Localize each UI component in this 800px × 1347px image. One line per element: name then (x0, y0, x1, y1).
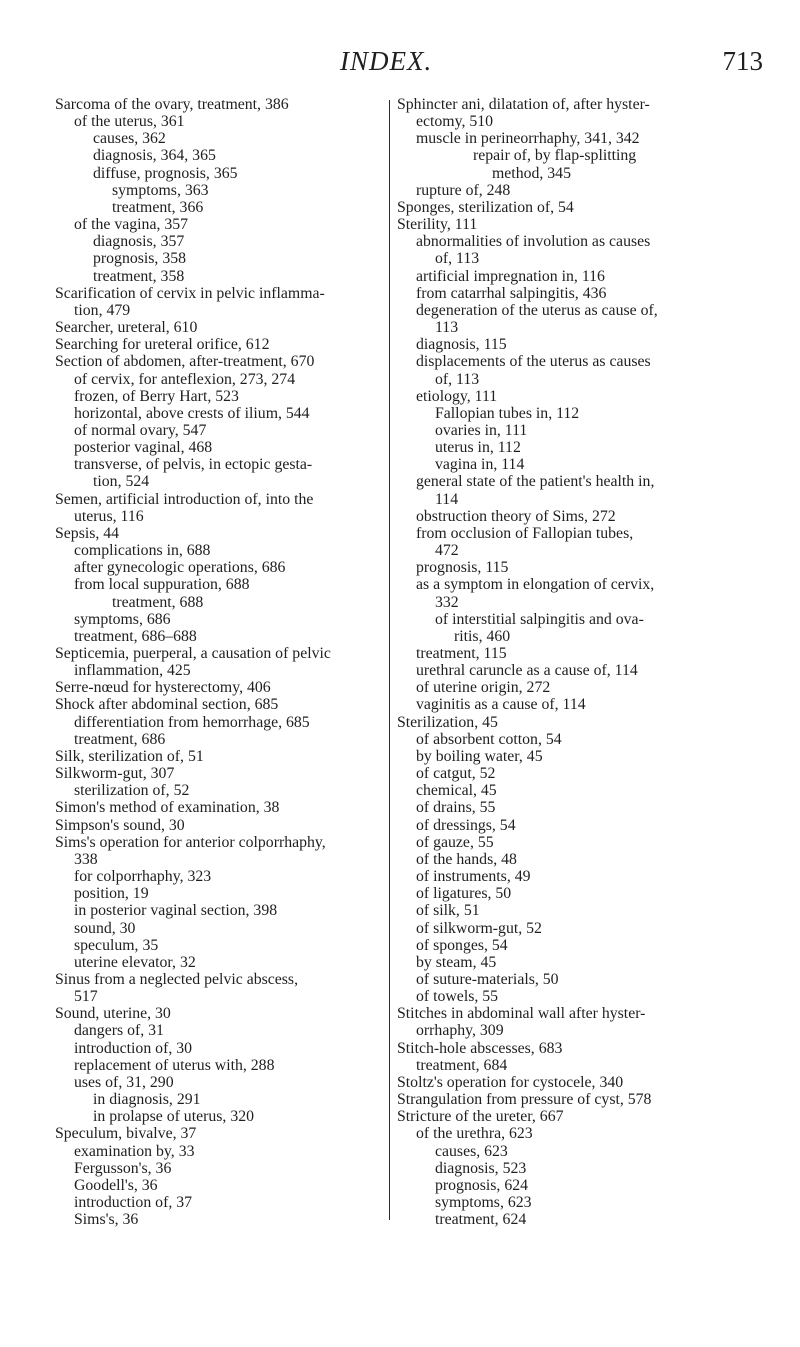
index-entry: Sphincter ani, dilatation of, after hyster- (397, 96, 650, 113)
index-subentry: from catarrhal salpingitis, 436 (416, 284, 607, 302)
index-subentry: general state of the patient's health in, (416, 473, 655, 491)
index-subentry: 332 (435, 593, 459, 611)
index-subentry: complications in, 688 (74, 542, 211, 560)
index-subentry: Fallopian tubes in, 112 (435, 404, 580, 422)
index-subentry: of the uterus, 361 (74, 113, 185, 131)
index-entry: Sepsis, 44 (55, 524, 120, 542)
index-entry: Section of abdomen, after-treatment, 670 (55, 353, 315, 371)
index-subentry: prognosis, 358 (93, 250, 187, 268)
index-subentry: prognosis, 624 (435, 1176, 529, 1194)
index-subentry: of instruments, 49 (416, 868, 531, 886)
index-subentry: differentiation from hemorrhage, 685 (74, 713, 310, 731)
index-subentry: urethral caruncle as a cause of, 114 (416, 662, 638, 680)
index-subentry: treatment, 686–688 (74, 627, 197, 645)
index-subentry: causes, 623 (435, 1142, 508, 1160)
index-entry: Speculum, bivalve, 37 (55, 1125, 197, 1143)
index-entry: Silk, sterilization of, 51 (55, 747, 204, 765)
index-subentry: of absorbent cotton, 54 (416, 730, 562, 748)
index-entry: Stitches in abdominal wall after hyster- (397, 1005, 646, 1023)
index-entry: Sterilization, 45 (397, 713, 498, 731)
index-entry: Sponges, sterilization of, 54 (397, 198, 574, 216)
index-entry: Sinus from a neglected pelvic abscess, (55, 970, 299, 988)
index-subentry: of the hands, 48 (416, 850, 517, 868)
index-subentry: Goodell's, 36 (74, 1176, 158, 1194)
page-number: 713 (722, 46, 763, 76)
index-entry: Sims's operation for anterior colporrhaphy, (55, 833, 326, 851)
index-subentry: after gynecologic operations, 686 (74, 559, 286, 577)
index-subentry: treatment, 688 (112, 593, 204, 611)
index-subentry: method, 345 (492, 164, 571, 182)
index-subentry: of, 113 (435, 370, 480, 388)
index-subentry: artificial impregnation in, 116 (416, 267, 605, 285)
page-header (0, 46, 800, 86)
index-subentry: treatment, 624 (435, 1211, 527, 1229)
index-subentry: introduction of, 30 (74, 1039, 193, 1057)
index-subentry: etiology, 111 (416, 387, 498, 405)
index-subentry: causes, 362 (93, 130, 166, 148)
index-subentry: for colporrhaphy, 323 (74, 868, 212, 886)
index-entry: Sarcoma of the ovary, treatment, 386 (55, 96, 289, 113)
index-subentry: of dressings, 54 (416, 816, 516, 834)
index-entry: Searching for ureteral orifice, 612 (55, 336, 270, 354)
index-entry: Shock after abdominal section, 685 (55, 696, 279, 714)
index-entry: Strangulation from pressure of cyst, 578 (397, 1091, 652, 1109)
index-subentry: sound, 30 (74, 919, 136, 937)
index-subentry: in posterior vaginal section, 398 (74, 902, 278, 920)
index-subentry: uses of, 31, 290 (74, 1073, 174, 1091)
index-subentry: 517 (74, 988, 98, 1006)
index-subentry: diagnosis, 357 (93, 233, 185, 251)
index-entry: Stoltz's operation for cystocele, 340 (397, 1073, 624, 1091)
index-subentry: position, 19 (74, 885, 149, 903)
index-subentry: symptoms, 363 (112, 181, 209, 199)
index-subentry: introduction of, 37 (74, 1194, 193, 1211)
index-subentry: of towels, 55 (416, 988, 499, 1006)
index-subentry: of silk, 51 (416, 902, 480, 920)
index-subentry: of cervix, for anteflexion, 273, 274 (74, 370, 296, 388)
index-entry: Septicemia, puerperal, a causation of pelvic (55, 645, 331, 662)
index-subentry: of silkworm-gut, 52 (416, 919, 542, 937)
index-entry: Simpson's sound, 30 (55, 816, 185, 834)
index-entry: Sound, uterine, 30 (55, 1005, 171, 1023)
index-entry: Stricture of the ureter, 667 (397, 1108, 564, 1126)
index-subentry: displacements of the uterus as causes (416, 353, 651, 371)
index-column-right (397, 96, 752, 1228)
index-subentry: diffuse, prognosis, 365 (93, 164, 238, 182)
index-entry: Silkworm-gut, 307 (55, 765, 175, 783)
index-subentry: treatment, 358 (93, 267, 185, 285)
index-subentry: uterine elevator, 32 (74, 953, 196, 971)
index-subentry: of the urethra, 623 (416, 1125, 533, 1143)
index-subentry: in diagnosis, 291 (93, 1091, 201, 1109)
index-subentry: uterus, 116 (74, 507, 144, 525)
index-entry: Serre-nœud for hysterectomy, 406 (55, 679, 271, 697)
index-entry: Semen, artificial introduction of, into the (55, 490, 314, 508)
index-subentry: symptoms, 623 (435, 1194, 532, 1211)
index-subentry: vagina in, 114 (435, 456, 525, 474)
index-subentry: 114 (435, 490, 459, 508)
index-subentry: muscle in perineorrhaphy, 341, 342 (416, 130, 640, 148)
index-subentry: treatment, 686 (74, 730, 166, 748)
index-entry: Stitch-hole abscesses, 683 (397, 1039, 563, 1057)
index-subentry: diagnosis, 115 (416, 336, 507, 354)
index-subentry: dangers of, 31 (74, 1022, 164, 1040)
index-subentry: rupture of, 248 (416, 181, 511, 199)
index-subentry: repair of, by flap-splitting (473, 147, 637, 165)
column-divider (389, 100, 390, 1220)
index-subentry: speculum, 35 (74, 936, 159, 954)
index-subentry: uterus in, 112 (435, 439, 521, 457)
index-subentry: ectomy, 510 (416, 113, 494, 131)
index-subentry: of suture-materials, 50 (416, 970, 559, 988)
index-subentry: of ligatures, 50 (416, 885, 512, 903)
index-entry: Searcher, ureteral, 610 (55, 319, 198, 337)
index-subentry: of uterine origin, 272 (416, 679, 551, 697)
index-subentry: of drains, 55 (416, 799, 496, 817)
index-subentry: of catgut, 52 (416, 765, 496, 783)
index-entry: Scarification of cervix in pelvic inflamma- (55, 284, 325, 302)
index-subentry: transverse, of pelvis, in ectopic gesta- (74, 456, 313, 474)
index-subentry: replacement of uterus with, 288 (74, 1056, 275, 1074)
index-subentry: obstruction theory of Sims, 272 (416, 507, 616, 525)
index-subentry: of sponges, 54 (416, 936, 508, 954)
index-subentry: vaginitis as a cause of, 114 (416, 696, 586, 714)
index-subentry: of gauze, 55 (416, 833, 494, 851)
index-column-left (55, 96, 385, 1228)
index-subentry: examination by, 33 (74, 1142, 195, 1160)
index-subentry: as a symptom in elongation of cervix, (416, 576, 655, 594)
index-subentry: ovaries in, 111 (435, 421, 528, 439)
index-subentry: Sims's, 36 (74, 1211, 139, 1229)
index-subentry: frozen, of Berry Hart, 523 (74, 387, 239, 405)
index-subentry: symptoms, 686 (74, 610, 171, 628)
index-subentry: of, 113 (435, 250, 480, 268)
index-subentry: horizontal, above crests of ilium, 544 (74, 404, 310, 422)
index-subentry: in prolapse of uterus, 320 (93, 1108, 255, 1126)
index-subentry: 113 (435, 319, 459, 337)
index-entry: Simon's method of examination, 38 (55, 799, 280, 817)
index-subentry: of the vagina, 357 (74, 216, 189, 234)
index-subentry: orrhaphy, 309 (416, 1022, 504, 1040)
index-subentry: inflammation, 425 (74, 662, 191, 680)
index-subentry: tion, 479 (74, 301, 131, 319)
index-subentry: treatment, 366 (112, 198, 204, 216)
index-subentry: of interstitial salpingitis and ova- (435, 610, 644, 628)
index-subentry: by steam, 45 (416, 953, 497, 971)
index-subentry: from occlusion of Fallopian tubes, (416, 524, 634, 542)
index-subentry: diagnosis, 523 (435, 1159, 527, 1177)
index-subentry: degeneration of the uterus as cause of, (416, 301, 658, 319)
index-subentry: by boiling water, 45 (416, 747, 543, 765)
index-subentry: sterilization of, 52 (74, 782, 190, 800)
index-subentry: ritis, 460 (454, 627, 511, 645)
index-subentry: 338 (74, 850, 98, 868)
index-subentry: chemical, 45 (416, 782, 497, 800)
index-subentry: diagnosis, 364, 365 (93, 147, 216, 165)
index-subentry: abnormalities of involution as causes (416, 233, 651, 251)
index-subentry: treatment, 684 (416, 1056, 508, 1074)
index-subentry: of normal ovary, 547 (74, 421, 207, 439)
index-subentry: prognosis, 115 (416, 559, 509, 577)
index-subentry: 472 (435, 542, 459, 560)
index-subentry: Fergusson's, 36 (74, 1159, 172, 1177)
running-title: INDEX. (340, 46, 433, 76)
index-subentry: tion, 524 (93, 473, 150, 491)
index-subentry: from local suppuration, 688 (74, 576, 250, 594)
index-subentry: treatment, 115 (416, 645, 507, 662)
index-subentry: posterior vaginal, 468 (74, 439, 213, 457)
index-entry: Sterility, 111 (397, 216, 478, 234)
